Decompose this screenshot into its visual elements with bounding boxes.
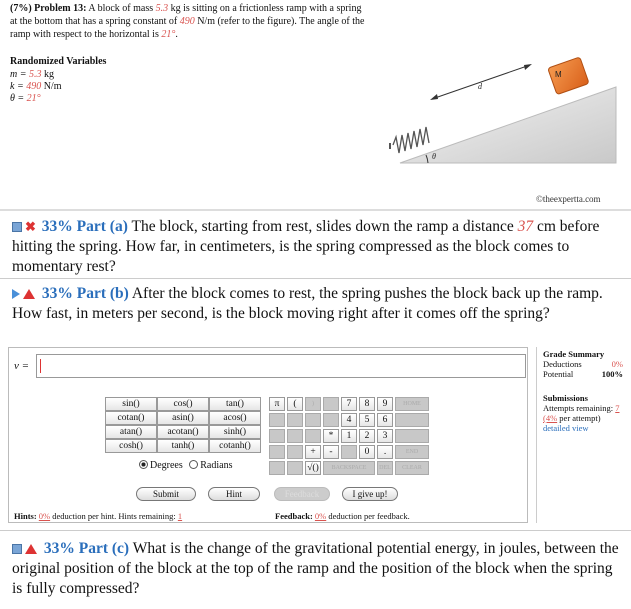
distance-label: d [478,82,482,91]
randomized-title: Randomized Variables [10,56,107,67]
fn-key-sinh[interactable]: sinh() [209,425,261,439]
part-c-label[interactable]: 33% Part (c) [43,540,130,557]
radians-radio[interactable] [189,460,198,469]
function-keys [105,397,261,453]
key-2[interactable]: 2 [359,429,375,443]
key-blank [287,413,303,427]
key-sqrt[interactable]: √() [305,461,321,475]
key-clear[interactable]: CLEAR [395,461,429,475]
key-blank [395,429,429,443]
give-up-button[interactable]: I give up! [342,487,398,501]
answer-input[interactable] [36,354,526,378]
block [548,57,589,95]
feedback-line: Feedback: 0% deduction per feedback. [275,511,410,521]
collapse-box-icon[interactable] [12,222,22,232]
part-c: 33% Part (c) What is the change of the gravitational potential energy, in joules, between the original position of the block at the top of the ramp and the position of the block when the spring is fully compressed? [12,540,619,597]
degrees-radio[interactable] [139,460,148,469]
submit-button[interactable]: Submit [136,487,196,501]
key-rparen[interactable]: ) [305,397,321,411]
answer-label: v = [14,360,30,372]
key-blank [323,413,339,427]
hint-button[interactable]: Hint [208,487,260,501]
warning-icon [25,544,37,554]
key-blank [305,413,321,427]
fn-key-acotan[interactable]: acotan() [157,425,209,439]
key-1[interactable]: 1 [341,429,357,443]
block-label: M [555,70,562,79]
rv-theta: θ = 21° [10,93,41,104]
part-a: ✖ 33% Part (a) The block, starting from rest, slides down the ramp a distance 37 cm before hitting the spring. How far, in centimeters, is the spring compressed as the block comes to momentary rest? [12,218,600,275]
key-blank [287,445,303,459]
problem-statement: (7%) Problem 13: A block of mass 5.3 kg is sitting on a frictionless ramp with a spring at the bottom that has a spring constant of 490 N/m (refer to the figure). The angle of the ramp with respect to the horizontal is 21°. [10,3,365,40]
fn-key-cotanh[interactable]: cotanh() [209,439,261,453]
angle-value: 21° [161,29,176,40]
divider [0,278,631,279]
hint-deduction[interactable]: 0% [38,511,51,521]
fn-key-sin[interactable]: sin() [105,397,157,411]
k-value: 490 [179,16,195,27]
key-blank [287,461,303,475]
divider [0,209,631,211]
part-b-label[interactable]: 33% Part (b) [41,285,129,302]
calculator [105,397,433,477]
rv-k: k = 490 N/m [10,81,62,92]
angle-label: θ [432,152,436,161]
potential-row: Potential 100% [543,369,623,379]
key-7[interactable]: 7 [341,397,357,411]
incorrect-x-icon: ✖ [25,219,36,234]
key-del[interactable]: DEL [377,461,393,475]
fn-key-tanh[interactable]: tanh() [157,439,209,453]
key-6[interactable]: 6 [377,413,393,427]
attempts-remaining[interactable]: 7 [615,403,620,413]
part-a-label[interactable]: 33% Part (a) [41,218,128,235]
spring [393,127,429,153]
grade-title: Grade Summary [543,349,605,359]
key-blank [395,413,429,427]
key-blank [305,429,321,443]
key-pi[interactable]: π [269,397,285,411]
problem-number: (7%) Problem 13: [10,3,87,14]
fn-key-cosh[interactable]: cosh() [105,439,157,453]
feedback-button[interactable]: Feedback [274,487,330,501]
fn-key-cotan[interactable]: cotan() [105,411,157,425]
key-blank [269,413,285,427]
key-9[interactable]: 9 [377,397,393,411]
submissions-title: Submissions [543,393,588,403]
mass-value: 5.3 [155,3,169,14]
key-backspace[interactable]: BACKSPACE [323,461,375,475]
fn-key-atan[interactable]: atan() [105,425,157,439]
key-blank [269,429,285,443]
key-plus[interactable]: + [305,445,321,459]
key-8[interactable]: 8 [359,397,375,411]
angle-mode: Degrees Radians [135,460,232,471]
fn-key-tan[interactable]: tan() [209,397,261,411]
expand-play-icon[interactable] [12,289,20,299]
deductions-row: Deductions 0% [543,359,623,369]
key-blank [341,445,357,459]
key-blank [269,461,285,475]
grade-summary [536,347,631,523]
copyright: ©theexpertta.com [536,194,601,204]
key-blank [323,397,339,411]
detailed-view-link[interactable]: detailed view [543,423,589,433]
fn-key-acos[interactable]: acos() [209,411,261,425]
feedback-deduction[interactable]: 0% [314,511,327,521]
fn-key-cos[interactable]: cos() [157,397,209,411]
key-lparen[interactable]: ( [287,397,303,411]
key-0[interactable]: 0 [359,445,375,459]
key-multiply[interactable]: * [323,429,339,443]
key-4[interactable]: 4 [341,413,357,427]
hints-line: Hints: 0% deduction per hint. Hints remaining: 1 [14,511,183,521]
warning-icon [23,289,35,299]
attempts-row: Attempts remaining: 7 [543,403,620,413]
divider [0,530,631,531]
key-home[interactable]: HOME [395,397,429,411]
key-blank [287,429,303,443]
key-dot[interactable]: . [377,445,393,459]
key-3[interactable]: 3 [377,429,393,443]
part-b: 33% Part (b) After the block comes to rest, the spring pushes the block back up the ramp. How fast, in meters per second, is the block moving right after it comes off the spring? [12,285,603,322]
key-end[interactable]: END [395,445,429,459]
ramp-figure [380,45,625,195]
hints-remaining[interactable]: 1 [177,511,183,521]
fn-key-asin[interactable]: asin() [157,411,209,425]
per-attempt: (4% per attempt) [543,413,601,423]
collapse-box-icon[interactable] [12,544,22,554]
key-5[interactable]: 5 [359,413,375,427]
rv-mass: m = 5.3 kg [10,69,54,80]
key-blank [269,445,285,459]
keypad [269,397,429,475]
text-caret [40,359,41,373]
key-minus[interactable]: - [323,445,339,459]
